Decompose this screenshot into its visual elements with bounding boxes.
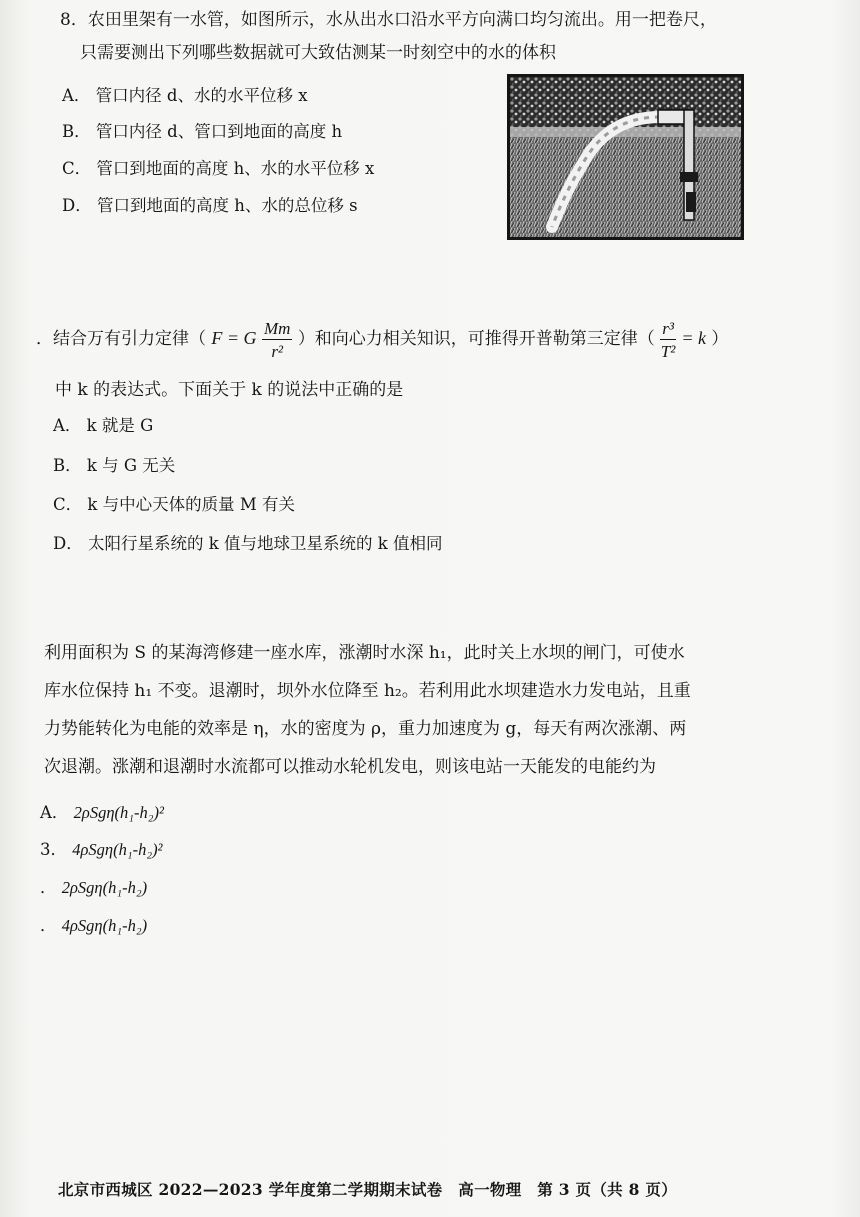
q8-stem-line1: 8．农田里架有一水管，如图所示，水从出水口沿水平方向满口均匀流出。用一把卷尺， (60, 10, 717, 30)
gravity-numerator: Mm (263, 318, 291, 338)
q9-prefix: ．结合万有引力定律（ (36, 329, 206, 349)
option-label: ． (40, 916, 57, 935)
q10-stem-line2: 库水位保持 h₁ 不变。退潮时，坝外水位降至 h₂。若利用此水坝建造水力发电站，且重 (44, 681, 691, 701)
kepler-denominator: T² (660, 341, 676, 361)
q10-option-d[interactable] (40, 914, 147, 938)
gravity-denominator: r² (271, 341, 284, 361)
water-pipe-photo (507, 74, 744, 240)
option-formula: 2ρSgη(h₁-h₂)² (73, 803, 164, 822)
kepler-fraction (660, 320, 676, 360)
q9-stem-line1 (36, 318, 728, 360)
q9-stem-line2: 中 k 的表达式。下面关于 k 的说法中正确的是 (55, 380, 404, 400)
q10-option-b[interactable] (40, 838, 163, 862)
option-text: k 就是 G (86, 416, 154, 435)
q8-option-c[interactable] (62, 157, 374, 181)
q8-option-a[interactable] (62, 84, 308, 108)
option-text: k 与 G 无关 (86, 456, 176, 475)
option-label: A． (53, 416, 82, 435)
q9-suffix: ） (711, 329, 729, 349)
option-label: A． (40, 803, 69, 822)
q9-option-d[interactable] (53, 532, 442, 556)
q8-option-b[interactable] (62, 120, 342, 144)
kepler-rhs: = k (681, 328, 706, 348)
option-label: C． (62, 159, 92, 178)
option-formula: 4ρSgη(h₁-h₂) (61, 916, 148, 935)
kepler-numerator: r³ (662, 318, 674, 338)
gravity-formula-fraction (262, 320, 292, 360)
q10-stem-line3: 力势能转化为电能的效率是 η，水的密度为 ρ，重力加速度为 g，每天有两次涨潮、两 (44, 719, 687, 739)
water-pipe-illustration (510, 77, 741, 237)
option-text: 管口内径 d、水的水平位移 x (95, 86, 308, 105)
q10-option-a[interactable] (40, 801, 164, 825)
option-text: 管口到地面的高度 h、水的总位移 s (96, 196, 358, 215)
option-label: B． (53, 456, 82, 475)
option-label: 3． (40, 840, 67, 859)
q10-stem-line4: 次退潮。涨潮和退潮时水流都可以推动水轮机发电，则该电站一天能发的电能约为 (44, 757, 656, 777)
option-text: 管口内径 d、管口到地面的高度 h (95, 122, 343, 141)
option-label: A． (62, 86, 91, 105)
q9-option-a[interactable] (53, 414, 153, 438)
option-label: C． (53, 495, 83, 514)
gravity-formula-lhs: F = G (211, 328, 257, 348)
option-text: k 与中心天体的质量 M 有关 (87, 495, 296, 514)
option-formula: 4ρSgη(h₁-h₂)² (72, 840, 163, 859)
q10-stem-line1: 利用面积为 S 的某海湾修建一座水库，涨潮时水深 h₁，此时关上水坝的闸门，可使水 (44, 643, 685, 663)
q10-option-c[interactable] (40, 876, 147, 900)
q8-stem-line2: 只需要测出下列哪些数据就可大致估测某一时刻空中的水的体积 (80, 43, 556, 63)
option-text: 太阳行星系统的 k 值与地球卫星系统的 k 值相同 (87, 534, 443, 553)
q9-option-b[interactable] (53, 454, 175, 478)
option-formula: 2ρSgη(h₁-h₂) (61, 878, 148, 897)
q9-option-c[interactable] (53, 493, 295, 517)
q8-option-d[interactable] (62, 194, 358, 218)
option-label: D． (62, 196, 92, 215)
option-label: B． (62, 122, 91, 141)
option-text: 管口到地面的高度 h、水的水平位移 x (96, 159, 375, 178)
option-label: ． (40, 878, 57, 897)
q9-middle: ）和向心力相关知识，可推得开普勒第三定律（ (297, 329, 655, 349)
option-label: D． (53, 534, 83, 553)
page-footer: 北京市西城区 2022—2023 学年度第二学期期末试卷 高一物理 第 3 页（共 8 页） (58, 1180, 678, 1199)
